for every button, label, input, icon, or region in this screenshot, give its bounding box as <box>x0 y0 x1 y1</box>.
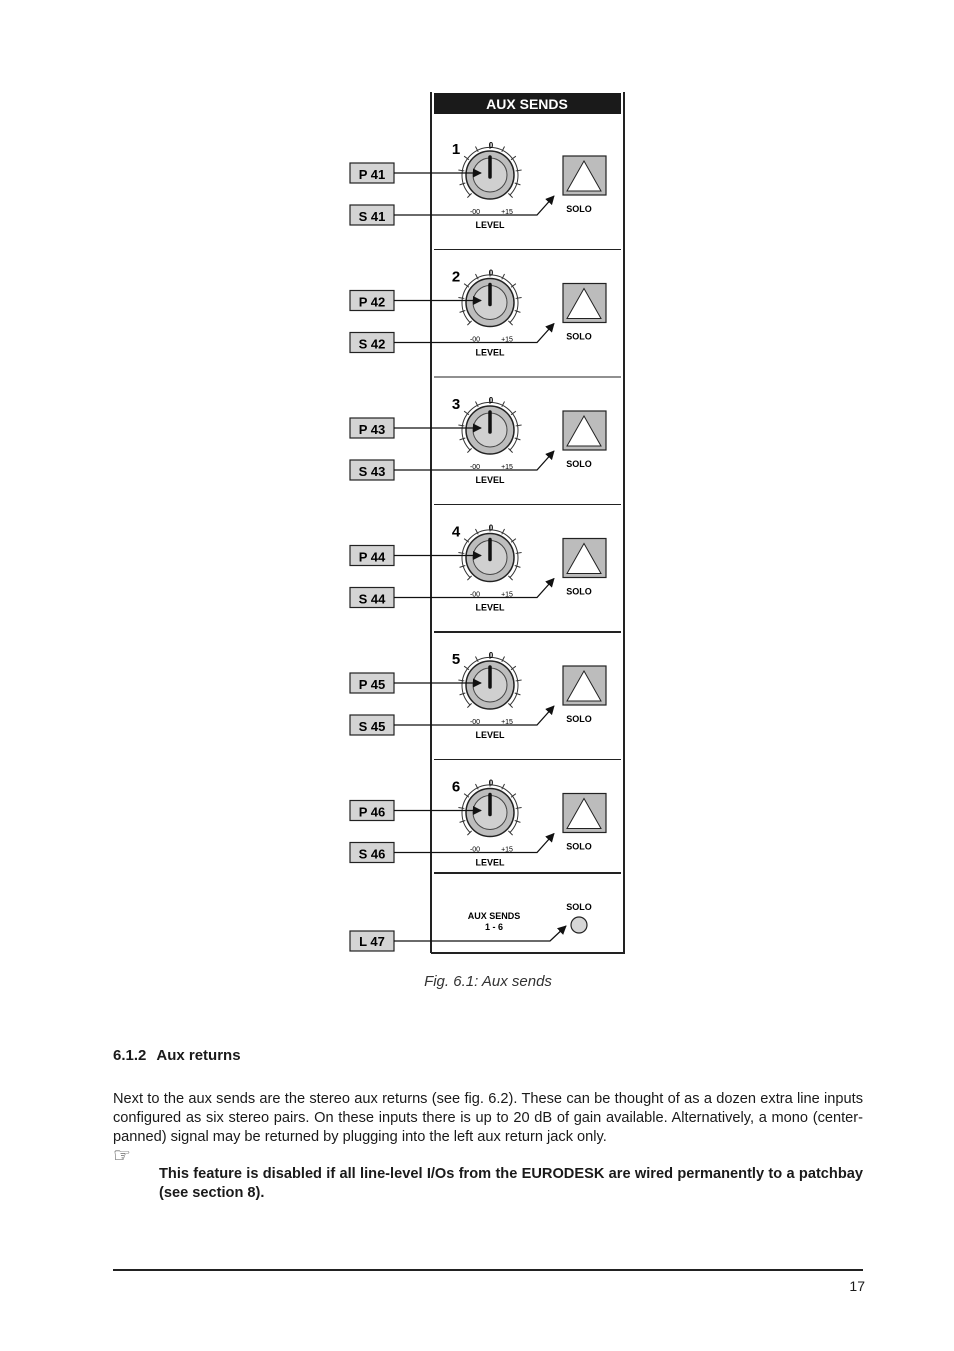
master-range-label: 1 - 6 <box>484 922 504 932</box>
section-title: Aux returns <box>156 1047 241 1064</box>
strip-title: AUX SENDS <box>486 96 568 112</box>
figure-caption: Fig. 6.1: Aux sends <box>424 973 552 990</box>
channel-number: 1 <box>451 141 461 158</box>
note-text: This feature is disabled if all line-level I/Os from the EURODESK are wired permanently to a patchbay (see section 8). <box>159 1165 863 1201</box>
callout-label-switch: S 41 <box>358 209 386 224</box>
knob-level-label: LEVEL <box>475 220 505 230</box>
knob-zero-label: 0 <box>488 778 494 788</box>
solo-label: SOLO <box>566 331 592 342</box>
knob-zero-label: 0 <box>488 141 494 150</box>
master-solo-label: SOLO <box>566 902 592 912</box>
knob-max-label: +15 <box>501 719 513 726</box>
section-number: 6.1.2 <box>113 1047 147 1064</box>
callout-arrow <box>394 926 566 941</box>
master-label: AUX SENDS <box>467 911 521 921</box>
callout-label-switch: S 46 <box>358 846 386 862</box>
channel-number: 6 <box>451 778 461 796</box>
channel-4 <box>350 505 621 613</box>
callout-label-pot: P 41 <box>358 167 386 182</box>
knob-zero-label: 0 <box>488 396 494 405</box>
footer-rule <box>113 1269 863 1271</box>
channel-5 <box>350 632 621 740</box>
knob-zero-label: 0 <box>488 651 494 660</box>
channel-number: 3 <box>451 396 461 413</box>
knob-min-label: -00 <box>469 336 481 344</box>
callout-label-pot: P 43 <box>358 422 386 437</box>
master-section <box>350 873 621 951</box>
knob-level-label: LEVEL <box>475 347 505 358</box>
knob-level-label: LEVEL <box>475 602 505 613</box>
solo-label: SOLO <box>566 841 592 852</box>
callout-label-pot: P 46 <box>358 804 386 820</box>
solo-label: SOLO <box>566 586 592 597</box>
channel-number: 4 <box>451 523 461 541</box>
knob-min-label: -00 <box>469 591 481 599</box>
solo-label: SOLO <box>566 459 592 469</box>
callout-label-switch: S 43 <box>358 464 386 479</box>
knob-max-label: +15 <box>501 464 513 471</box>
knob-zero-label: 0 <box>488 268 494 278</box>
body-paragraph: Next to the aux sends are the stereo aux returns (see fig. 6.2). These can be thought of as a dozen extra line inputs configured as six stereo pairs. On these inputs there is up to 20 dB of gain available. Alternatively, a mono (center-panned) signal may be returned by plugging into the left aux return jack only. <box>113 1090 863 1145</box>
knob-min-label: -00 <box>469 846 481 854</box>
knob-max-label: +15 <box>501 209 513 216</box>
knob-level-label: LEVEL <box>475 475 505 485</box>
channel-number: 2 <box>451 268 461 286</box>
section-heading <box>113 1047 241 1064</box>
channel-3 <box>350 377 621 485</box>
knob-min-label: -00 <box>469 464 481 471</box>
knob-level-label: LEVEL <box>475 730 505 740</box>
callout-label-pot: P 44 <box>358 549 386 565</box>
hand-pointer-icon: ☞ <box>113 1145 131 1167</box>
knob-max-label: +15 <box>501 336 513 344</box>
master-solo-led[interactable] <box>571 917 587 933</box>
callout-label-switch: S 44 <box>358 591 386 607</box>
knob-max-label: +15 <box>501 591 513 599</box>
knob-max-label: +15 <box>501 846 513 854</box>
callout-label-pot: P 45 <box>358 677 386 692</box>
callout-label: L 47 <box>359 934 385 949</box>
page-number: 17 <box>849 1278 865 1294</box>
channel-6 <box>350 760 621 868</box>
callout-label-switch: S 42 <box>358 336 386 352</box>
channel-number: 5 <box>451 651 461 668</box>
knob-min-label: -00 <box>469 719 481 726</box>
channel-1 <box>350 141 606 230</box>
callout-label-switch: S 45 <box>358 719 386 734</box>
channel-2 <box>350 250 621 358</box>
solo-label: SOLO <box>566 714 592 724</box>
knob-level-label: LEVEL <box>475 857 505 868</box>
callout-label-pot: P 42 <box>358 294 386 310</box>
knob-zero-label: 0 <box>488 523 494 533</box>
knob-min-label: -00 <box>469 209 481 216</box>
solo-label: SOLO <box>566 204 592 214</box>
